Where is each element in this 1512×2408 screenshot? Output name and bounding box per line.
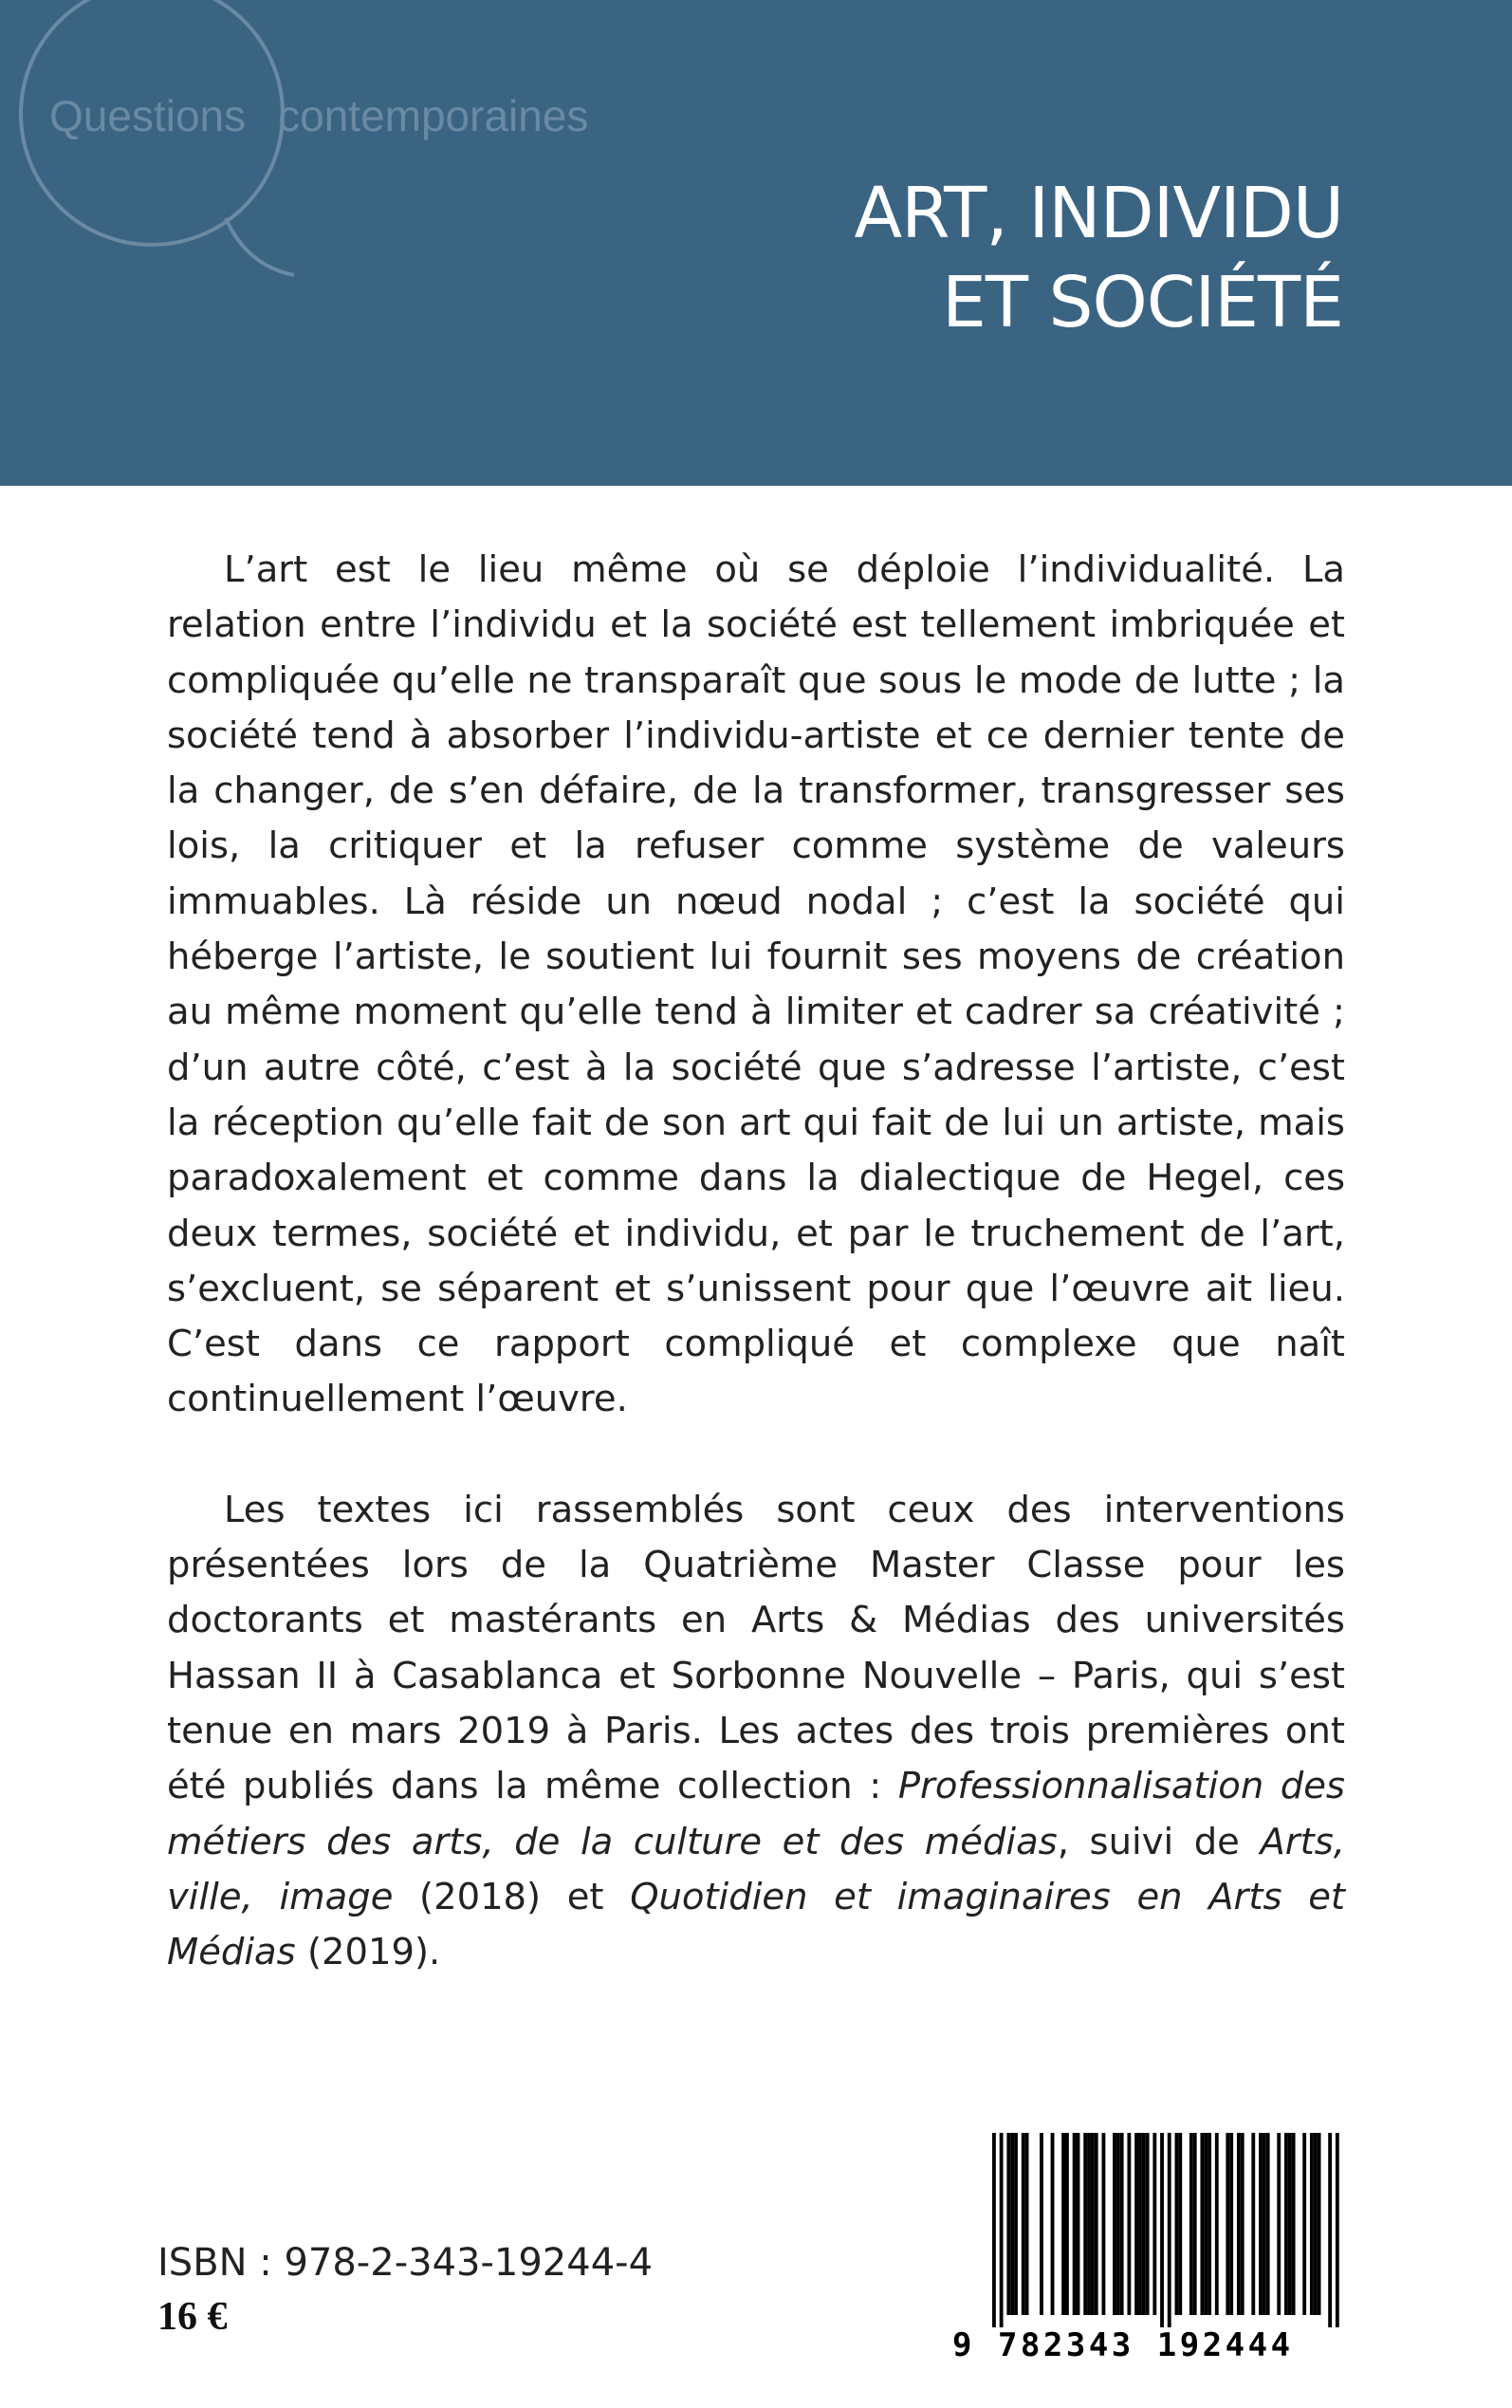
barcode-bar [1314, 2133, 1318, 2315]
blurb-p2-intro: Les textes ici rassemblés sont ceux des interventions présentées lors de la Quatrième Master Classe pour les doctorants et mastérants en Arts & Médias des universités Hassan II à Casablanca et Sorbonne Nouvelle – Paris, qui s’est tenue en mars 2019 à Paris. Les actes des trois premières ont été publiés dans la même collection : [167, 1488, 1345, 1808]
barcode-bar [1138, 2133, 1142, 2315]
blurb-p2-join-2: (2018) et [393, 1875, 631, 1918]
barcode-digits: 9 782343 192444 [952, 2326, 1294, 2364]
barcode-bar [1025, 2133, 1029, 2315]
barcode-bar [1083, 2133, 1087, 2315]
barcode-bar [1022, 2133, 1025, 2315]
title-line-1: ART, INDIVIDU [854, 173, 1343, 254]
barcode-bar [1266, 2133, 1270, 2315]
barcode-bar [1061, 2133, 1065, 2315]
barcode-bar [1251, 2133, 1255, 2315]
barcode-bar [1302, 2133, 1306, 2315]
blurb-p2-join-1: , suivi de [1057, 1820, 1261, 1863]
barcode-bar [1160, 2133, 1164, 2327]
barcode-bar [1292, 2133, 1296, 2315]
barcode-bar [1208, 2133, 1211, 2315]
barcode-bar [1146, 2133, 1150, 2315]
barcode-bar [1226, 2133, 1229, 2315]
book-title-quotidien: Quotidien et imaginaires en Arts et Médias [167, 1875, 1345, 1974]
barcode-bar [1091, 2133, 1095, 2315]
barcode-bar [1142, 2133, 1146, 2315]
book-title-professionnalisation: Professionnalisation des métiers des arts, de la culture et des médias [167, 1765, 1345, 1863]
barcode-bar [1318, 2133, 1321, 2315]
barcode-bar [1204, 2133, 1208, 2315]
barcode-bar [1200, 2133, 1204, 2315]
barcode-bar [1259, 2133, 1263, 2315]
barcode-bar [1193, 2133, 1197, 2315]
barcode-bar [1175, 2133, 1179, 2315]
barcode-bar [1014, 2133, 1018, 2315]
barcode-bar [1134, 2133, 1138, 2315]
barcode-bar [1284, 2133, 1288, 2315]
price-text: 16 € [157, 2295, 228, 2339]
title-line-2: ET SOCIÉTÉ [942, 262, 1343, 343]
barcode-bar [1277, 2133, 1281, 2315]
barcode-bar [1006, 2133, 1010, 2315]
barcode-bar [1113, 2133, 1116, 2315]
letter-q-icon [9, 0, 304, 304]
blurb-paragraph-2 [167, 1483, 1345, 1981]
barcode-bar [1215, 2133, 1219, 2315]
barcode-bar [1168, 2133, 1171, 2327]
barcode-bar [1127, 2133, 1131, 2315]
barcode-bar [1189, 2133, 1193, 2315]
barcode-bar [1065, 2133, 1069, 2315]
barcode-bar [1229, 2133, 1233, 2315]
series-name [49, 90, 588, 141]
barcode-bar [1120, 2133, 1124, 2315]
barcode-bar [1178, 2133, 1182, 2315]
barcode-bar [1000, 2133, 1004, 2327]
barcode-bar [1010, 2133, 1014, 2315]
barcode-bar [1152, 2133, 1156, 2315]
blurb-paragraph-1: L’art est le lieu même où se déploie l’individualité. La relation entre l’individu et la société est tellement imbriquée et compliquée qu’elle ne transparaît que sous le mode de lutte ; la société tend à absorber l’individu-artiste et ce dernier tente de la changer, de s’en défaire, de la transformer, transgresser ses lois, la critiquer et la refuser comme système de valeurs immuables. Là réside un nœud nodal ; c’est la société qui héberge l’artiste, le soutient lui fournit ses moyens de création au même moment qu’elle tend à limiter et cadrer sa créativité ; d’un autre côté, c’est à la société que s’adresse l’artiste, c’est la réception qu’elle fait de son art qui fait de lui un artiste, mais paradoxalement et comme dans la dialectique de Hegel, ces deux termes, société et individu, et par le truchement de l’art, s’excluent, se séparent et s’unissent pour que l’œuvre ait lieu. C’est dans ce rapport compliqué et complexe que naît continuellement l’œuvre. [167, 548, 1345, 1421]
barcode-bar [1310, 2133, 1314, 2315]
book-title-arts-ville-image: Arts, ville, image [167, 1820, 1345, 1918]
barcode-bar [1073, 2133, 1077, 2315]
barcode-bar [1328, 2133, 1332, 2327]
barcode [952, 2133, 1351, 2366]
barcode-bar [1077, 2133, 1080, 2315]
barcode-bar [1288, 2133, 1292, 2315]
barcode-bar [1102, 2133, 1106, 2315]
barcode-bar [1237, 2133, 1241, 2315]
barcode-bar [1040, 2133, 1043, 2315]
barcode-bar [1087, 2133, 1091, 2315]
barcode-bar [1263, 2133, 1266, 2315]
barcode-bar [1116, 2133, 1120, 2315]
series-word-questions: Questions [49, 91, 247, 140]
barcode-bar [1241, 2133, 1245, 2315]
barcode-bar [1095, 2133, 1098, 2315]
series-word-contemporaines: contemporaines [278, 91, 589, 140]
blurb-p2-join-3: (2019). [295, 1931, 441, 1974]
isbn-text: ISBN : 978-2-343-19244-4 [157, 2241, 654, 2285]
book-title [855, 169, 1343, 347]
back-cover-blurb [167, 543, 1345, 1980]
barcode-bar [992, 2133, 996, 2327]
ean13-barcode-icon [952, 2133, 1351, 2327]
barcode-bar [1336, 2133, 1339, 2327]
barcode-bar [1051, 2133, 1055, 2315]
cover-header-band [0, 0, 1512, 486]
